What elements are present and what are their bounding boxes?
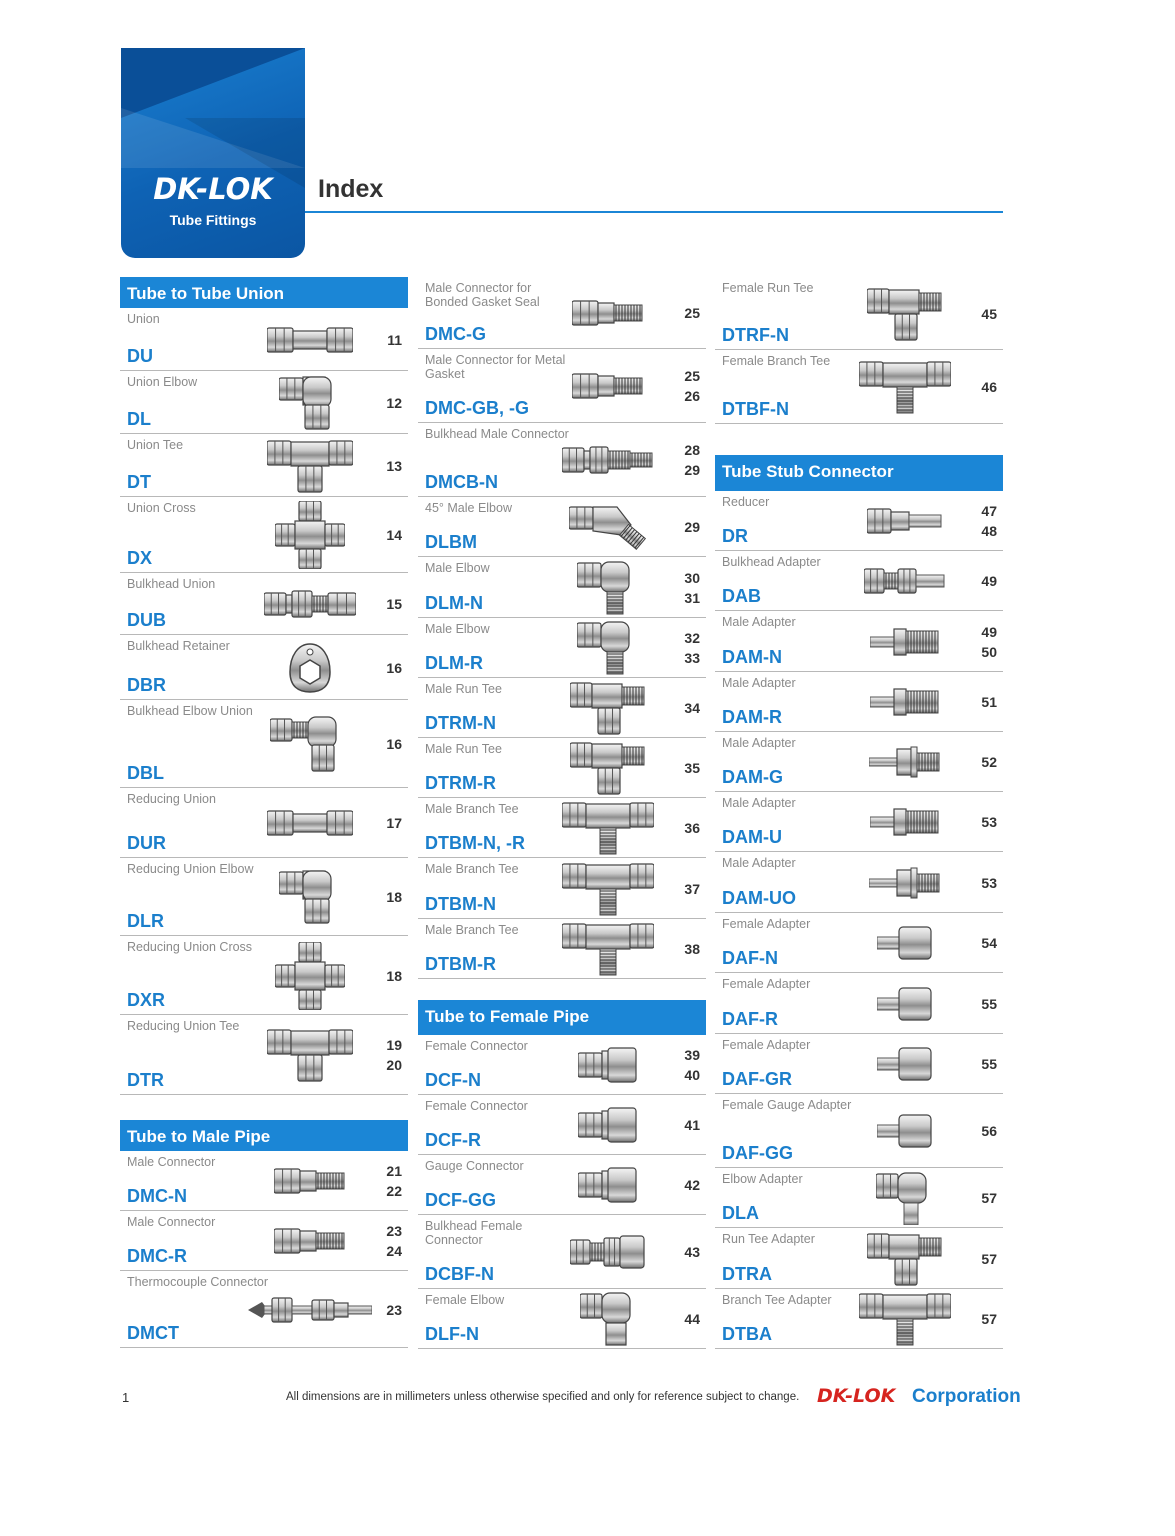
entry-description: Reducing Union Tee [127,1019,240,1033]
page-number-ref[interactable]: 34 [684,700,700,716]
page-number-ref[interactable]: 11 [387,331,402,348]
index-entry-dtrm-r[interactable] [418,738,706,798]
entry-code: DUB [127,610,166,630]
entry-code: DAM-G [722,767,783,787]
entry-code: DTBM-N [425,894,496,914]
run-tee-icon [867,286,943,346]
female-adapter-icon [877,925,933,965]
entry-description: Reducing Union [127,792,216,806]
page-number-ref[interactable]: 17 [386,815,402,831]
elbow-fitting-icon [279,869,341,929]
entry-code: DAM-N [722,647,782,667]
index-entry-dla[interactable] [715,1168,1003,1228]
bulkhead-union-icon [264,589,356,623]
branch-tee-icon [562,800,654,860]
entry-description: Male Connector for Bonded Gasket Seal [425,281,540,309]
index-entry-dam-u[interactable] [715,792,1003,852]
female-adapter-icon [877,1046,933,1086]
page-number-ref[interactable]: 16 [386,659,402,676]
male-adapter-icon [870,805,940,843]
page-number-ref[interactable]: 50 [981,643,997,660]
page-number-ref[interactable]: 51 [981,694,997,710]
index-entry-dmc-g[interactable] [418,277,706,349]
entry-page-numbers [975,571,997,591]
index-entry-dl[interactable] [120,371,408,434]
page-number-ref[interactable]: 57 [981,1311,997,1327]
page-number-ref[interactable]: 40 [684,1067,700,1083]
entry-description: Bulkhead Elbow Union [127,704,253,718]
male-adapter-g-icon [869,745,941,783]
page-number-ref[interactable]: 18 [386,889,402,905]
entry-description: Female Connector [425,1039,528,1053]
entry-code: DMC-N [127,1186,187,1206]
index-entry-dmct[interactable] [120,1271,408,1348]
branch-tee-icon [562,861,654,921]
page-number: 1 [122,1390,130,1405]
run-tee-icon [570,740,646,800]
entry-description: Female Adapter [722,977,811,991]
index-entry-dbr[interactable] [120,635,408,700]
entry-description: Male Connector for Metal Gasket [425,353,566,381]
brand-subtitle: Tube Fittings [169,212,257,228]
elbow-fitting-icon [279,375,341,435]
entry-code: DMCB-N [425,472,498,492]
entry-description: Elbow Adapter [722,1172,803,1186]
entry-page-numbers [975,304,997,324]
bulkhead-female-connector-icon [570,1234,646,1274]
page-number-ref[interactable]: 49 [981,623,997,640]
entry-page-numbers [380,1161,402,1201]
entry-code: DAF-N [722,948,778,968]
entry-description: Male Branch Tee [425,802,519,816]
entry-code: DAM-UO [722,888,796,908]
disclaimer-note: All dimensions are in millimeters unless otherwise specified and only for reference subject to change. [286,1391,800,1403]
entry-description: Male Adapter [722,796,796,810]
male-adapter-icon [870,625,940,663]
entry-page-numbers [975,1309,997,1329]
page-number-ref[interactable]: 31 [684,589,700,606]
reducer-icon [867,507,943,539]
entry-description: Male Connector [127,1155,216,1169]
entry-description: Union Elbow [127,375,198,389]
entry-description: Male Adapter [722,615,796,629]
page-number-ref[interactable]: 57 [981,1250,997,1267]
male-elbow-icon [577,560,639,620]
page-number-ref[interactable]: 15 [386,596,402,612]
entry-description: Male Run Tee [425,682,502,696]
page-number-ref[interactable]: 53 [981,874,997,891]
page-number-ref[interactable]: 42 [684,1177,700,1193]
entry-page-numbers [678,517,700,537]
index-entry-dmcb-n[interactable] [418,423,706,497]
entry-code: DCF-N [425,1070,481,1090]
page-number-ref[interactable]: 13 [386,457,402,474]
page-number-ref[interactable]: 23 [386,1223,402,1239]
entry-code: DLR [127,911,164,931]
page-number-ref[interactable]: 22 [386,1183,402,1199]
index-entry-dx[interactable] [120,497,408,573]
entry-code: DLF-N [425,1324,479,1344]
entry-description: Male Adapter [722,856,796,870]
section-header-tube-to-female-pipe: Tube to Female Pipe [418,1000,706,1035]
index-entry-dcf-gg[interactable] [418,1155,706,1215]
entry-code: DAM-U [722,827,782,847]
entry-code: DCF-GG [425,1190,496,1210]
entry-page-numbers [380,658,402,678]
entry-page-numbers [380,1035,402,1075]
page-number-ref[interactable]: 28 [684,442,700,458]
entry-description: Female Adapter [722,917,811,931]
entry-page-numbers [380,813,402,833]
index-entry-dlf-n[interactable] [418,1289,706,1349]
entry-code: DTR [127,1070,164,1090]
page-number-ref[interactable]: 57 [981,1190,997,1206]
bulkhead-adapter-icon [864,566,946,600]
index-entry-dr[interactable] [715,491,1003,551]
entry-page-numbers [380,456,402,476]
entry-page-numbers [975,1249,997,1269]
thermocouple-connector-icon [248,1292,372,1332]
union-fitting-icon [267,808,353,842]
entry-code: DXR [127,990,166,1010]
entry-description: Female Connector [425,1099,528,1113]
entry-code: DCF-R [425,1130,481,1150]
page-number-ref[interactable]: 12 [386,394,402,411]
entry-code: DT [127,472,151,492]
page-number-ref[interactable]: 21 [386,1163,402,1179]
page-number-ref[interactable]: 25 [684,305,700,321]
entry-description: Male Adapter [722,736,796,750]
entry-description: Male Branch Tee [425,923,519,937]
page-number-ref[interactable]: 29 [684,462,700,478]
entry-page-numbers [975,622,997,662]
cross-fitting-icon [275,501,345,573]
entry-page-numbers [380,887,402,907]
entry-description: Female Adapter [722,1038,811,1052]
entry-page-numbers [678,1115,700,1135]
footer-brand-logo: DK-LOK [817,1385,896,1407]
female-connector-icon [578,1165,638,1209]
entry-page-numbers [380,734,402,754]
index-entry-daf-gg[interactable] [715,1094,1003,1168]
entry-description: Male Elbow [425,622,490,636]
entry-page-numbers [678,1309,700,1329]
page-number-ref[interactable]: 30 [684,569,700,586]
page-number-ref[interactable]: 37 [684,880,700,897]
page-number-ref[interactable]: 44 [684,1311,700,1327]
page-number-ref[interactable]: 26 [684,388,700,404]
index-entry-du[interactable] [120,308,408,371]
entry-code: DTRF-N [722,325,789,345]
entry-code: DTBM-R [425,954,496,974]
entry-description: Run Tee Adapter [722,1232,815,1246]
page-number-ref[interactable]: 19 [386,1037,402,1053]
branch-tee-icon [562,921,654,981]
page-number-ref[interactable]: 47 [981,503,997,519]
page-number-ref[interactable]: 43 [684,1244,700,1260]
page-number-ref[interactable]: 53 [981,814,997,830]
male-adapter-icon [870,685,940,723]
entry-description: Branch Tee Adapter [722,1293,832,1307]
page-number-ref[interactable]: 41 [684,1117,700,1133]
page-number-ref[interactable]: 20 [386,1057,402,1073]
entry-code: DLBM [425,532,477,552]
entry-description: Male Branch Tee [425,862,519,876]
section-header-tube-to-male-pipe: Tube to Male Pipe [120,1120,408,1151]
index-entry-dmc-n[interactable] [120,1151,408,1211]
entry-page-numbers [380,1300,402,1320]
branch-tee-icon [859,1291,951,1351]
entry-page-numbers [975,692,997,712]
entry-page-numbers [678,628,700,668]
entry-page-numbers [975,812,997,832]
index-entry-dtrm-n[interactable] [418,678,706,738]
page-number-ref[interactable]: 55 [981,995,997,1012]
page-title: Index [318,175,384,203]
page-number-ref[interactable]: 29 [684,519,700,535]
index-entry-dlbm[interactable] [418,497,706,557]
tee-fitting-icon [267,438,353,498]
entry-description: Male Run Tee [425,742,502,756]
index-entry-dcf-r[interactable] [418,1095,706,1155]
entry-page-numbers [975,994,997,1014]
index-entry-dlm-r[interactable] [418,618,706,678]
entry-code: DTRA [722,1264,772,1284]
page-number-ref[interactable]: 45 [981,305,997,322]
index-entry-dtrf-n[interactable] [715,277,1003,350]
page-number-ref[interactable]: 32 [684,630,700,646]
entry-page-numbers [975,501,997,541]
entry-description: Female Elbow [425,1293,505,1307]
page-number-ref[interactable]: 36 [684,820,700,836]
index-entry-dbl[interactable] [120,700,408,788]
entry-description: Bulkhead Retainer [127,639,230,653]
union-fitting-icon [267,325,353,359]
page-number-ref[interactable]: 48 [981,523,997,539]
branch-tee-icon [859,359,951,419]
entry-description: Female Branch Tee [722,354,831,368]
index-entry-dt[interactable] [120,434,408,497]
entry-page-numbers [380,594,402,614]
male-connector-icon [274,1167,346,1199]
index-entry-dmc-r[interactable] [120,1211,408,1271]
page-number-ref[interactable]: 49 [981,573,997,589]
entry-page-numbers [678,1242,700,1262]
entry-description: Union [127,312,160,326]
entry-page-numbers [975,1054,997,1074]
female-connector-icon [578,1045,638,1089]
index-entry-dlr[interactable] [120,858,408,936]
index-entry-dam-uo[interactable] [715,852,1003,913]
entry-page-numbers [380,966,402,986]
entry-page-numbers [380,393,402,413]
index-entry-dcf-n[interactable] [418,1035,706,1095]
entry-code: DMC-R [127,1246,187,1266]
entry-code: DU [127,346,153,366]
page-number-ref[interactable]: 14 [386,527,402,543]
section-header-tube-stub-connector: Tube Stub Connector [715,455,1003,491]
entry-description: Reducing Union Cross [127,940,253,954]
entry-description: Reducing Union Elbow [127,862,254,876]
brand-logo: DK-LOK [153,172,273,206]
index-entry-dmc-gb-g[interactable] [418,349,706,423]
male-connector-icon [572,299,644,331]
page-number-ref[interactable]: 35 [684,760,700,776]
title-divider [305,211,1003,213]
run-tee-icon [867,1231,943,1291]
entry-code: DX [127,548,153,568]
entry-description: Reducer [722,495,770,509]
entry-code: DTBA [722,1324,772,1344]
index-entry-dab[interactable] [715,551,1003,611]
entry-code: DBL [127,763,164,783]
entry-description: Gauge Connector [425,1159,524,1173]
bulkhead-elbow-icon [270,715,350,777]
male-elbow-icon [577,620,639,680]
male-connector-icon [274,1227,346,1259]
page-number-ref[interactable]: 56 [981,1123,997,1139]
index-entry-dtbm-n[interactable] [418,858,706,919]
entry-code: DUR [127,833,166,853]
entry-page-numbers [975,752,997,772]
page-number-ref[interactable]: 52 [981,754,997,770]
entry-code: DTBM-N, -R [425,833,525,853]
male-connector-icon [572,372,644,404]
page-number-ref[interactable]: 33 [684,650,700,666]
entry-page-numbers [975,1121,997,1141]
entry-page-numbers [678,366,700,406]
index-entry-dtr[interactable] [120,1015,408,1095]
index-entry-dtra[interactable] [715,1228,1003,1289]
entry-page-numbers [975,1188,997,1208]
entry-description: Bulkhead Male Connector [425,427,569,441]
female-adapter-icon [877,986,933,1026]
entry-description: 45° Male Elbow [425,501,512,515]
page-number-ref[interactable]: 54 [981,935,997,951]
entry-code: DTRM-R [425,773,496,793]
brand-logo-block [121,48,305,258]
entry-page-numbers [380,330,402,350]
page-number-ref[interactable]: 16 [386,736,402,752]
entry-code: DAM-R [722,707,782,727]
entry-page-numbers [678,1045,700,1085]
index-entry-dam-n[interactable] [715,611,1003,672]
footer-corporation: Corporation [912,1386,1021,1407]
cross-fitting-icon [275,942,345,1014]
entry-page-numbers [678,1175,700,1195]
bulkhead-male-connector-icon [562,445,654,479]
entry-code: DBR [127,675,166,695]
45-elbow-icon [569,503,647,555]
page-number-ref[interactable]: 24 [386,1243,402,1259]
entry-description: Female Gauge Adapter [722,1098,852,1112]
entry-code: DCBF-N [425,1264,494,1284]
index-entry-daf-gr[interactable] [715,1034,1003,1094]
retainer-icon [288,642,332,698]
index-entry-dtbm-r[interactable] [418,919,706,979]
index-entry-dlm-n[interactable] [418,557,706,618]
index-entry-dub[interactable] [120,573,408,635]
entry-code: DLM-R [425,653,483,673]
entry-page-numbers [678,568,700,608]
index-entry-dxr[interactable] [120,936,408,1015]
entry-description: Bulkhead Adapter [722,555,821,569]
index-entry-dtbf-n[interactable] [715,350,1003,424]
index-entry-dam-r[interactable] [715,672,1003,732]
page-number-ref[interactable]: 39 [684,1047,700,1063]
male-adapter-g-icon [869,866,941,904]
entry-code: DAB [722,586,761,606]
page-number-ref[interactable]: 23 [386,1301,402,1318]
page-number-ref[interactable]: 38 [684,941,700,957]
entry-description: Union Tee [127,438,184,452]
entry-code: DMC-GB, -G [425,398,529,418]
entry-description: Female Run Tee [722,281,814,295]
entry-code: DAF-GR [722,1069,792,1089]
entry-description: Thermocouple Connector [127,1275,269,1289]
elbow-adapter-icon [876,1171,934,1229]
entry-description: Bulkhead Female Connector [425,1219,523,1247]
section-header-tube-to-tube-union: Tube to Tube Union [120,277,408,308]
entry-code: DL [127,409,151,429]
index-entry-dtba[interactable] [715,1289,1003,1349]
entry-page-numbers [975,933,997,953]
entry-page-numbers [678,440,700,480]
entry-description: Male Connector [127,1215,216,1229]
entry-code: DLA [722,1203,759,1223]
entry-description: Union Cross [127,501,196,515]
entry-description: Bulkhead Union [127,577,216,591]
entry-page-numbers [678,939,700,959]
entry-code: DLM-N [425,593,483,613]
index-entry-daf-n[interactable] [715,913,1003,973]
female-connector-icon [578,1105,638,1149]
female-adapter-icon [877,1113,933,1153]
run-tee-icon [570,680,646,740]
entry-description: Male Elbow [425,561,490,575]
entry-code: DMC-G [425,324,486,344]
entry-code: DTRM-N [425,713,496,733]
entry-code: DAF-GG [722,1143,793,1163]
index-entry-dam-g[interactable] [715,732,1003,792]
page-number-ref[interactable]: 18 [386,967,402,984]
entry-page-numbers [975,873,997,893]
entry-code: DAF-R [722,1009,778,1029]
entry-page-numbers [975,377,997,397]
page-number-ref[interactable]: 55 [981,1056,997,1072]
entry-description: Male Adapter [722,676,796,690]
page-number-ref[interactable]: 25 [684,368,700,384]
index-entry-dur[interactable] [120,788,408,858]
entry-code: DTBF-N [722,399,789,419]
page-number-ref[interactable]: 46 [981,379,997,395]
female-elbow-icon [580,1291,636,1351]
entry-page-numbers [678,303,700,323]
entry-page-numbers [678,879,700,899]
entry-page-numbers [678,818,700,838]
entry-code: DR [722,526,748,546]
index-entry-dtbm-n-r[interactable] [418,798,706,858]
entry-page-numbers [678,758,700,778]
index-entry-daf-r[interactable] [715,973,1003,1034]
entry-page-numbers [380,525,402,545]
index-entry-dcbf-n[interactable] [418,1215,706,1289]
tee-fitting-icon [267,1027,353,1087]
entry-page-numbers [380,1221,402,1261]
entry-code: DMCT [127,1323,179,1343]
entry-page-numbers [678,698,700,718]
